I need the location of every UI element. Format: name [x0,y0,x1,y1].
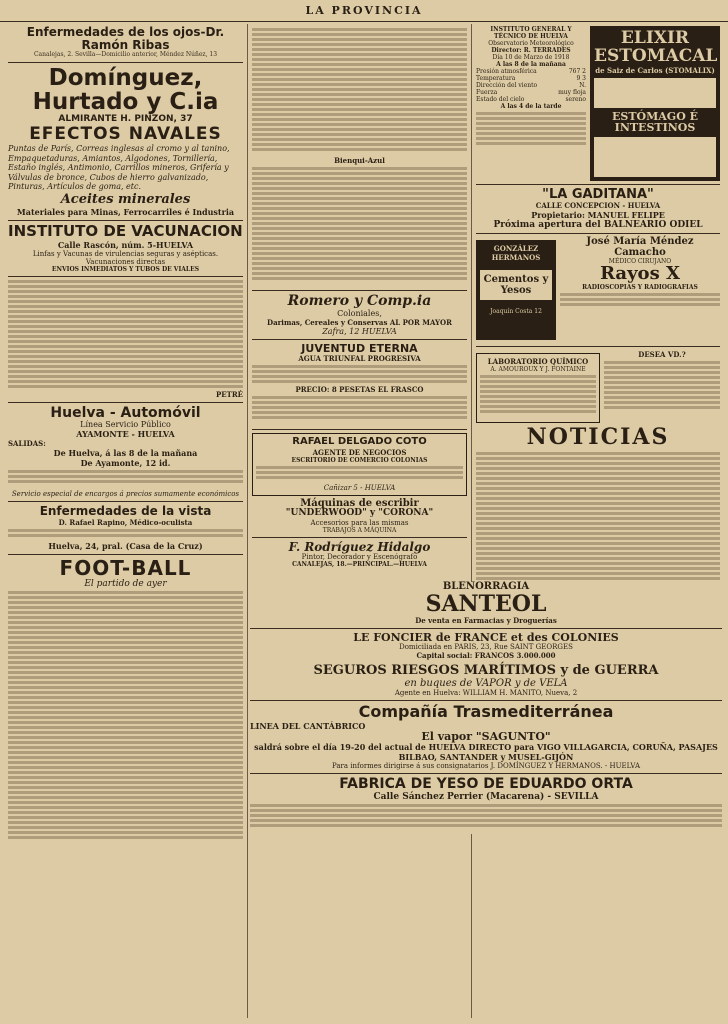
delgado-body: ESCRITORIO DE COMERCIO COLONIAS [291,456,428,464]
santeol-sub: De venta en Farmacias y Droguerías [415,615,557,625]
page-title: LA PROVINCIA [305,4,423,17]
juventud-price: PRECIO: 8 PESETAS EL FRASCO [295,385,424,395]
blenorragia-title: BLENORRAGIA [442,581,530,592]
dominguez-heading: EFECTOS NAVALES [29,123,222,144]
trasmediterranea-ship: El vapor "SAGUNTO" [421,729,551,743]
vision-address: Huelva, 24, pral. (Casa de la Cruz) [48,540,203,551]
yeso-title: FABRICA DE YESO DE EDUARDO ORTA [339,776,633,793]
weather-date: Día 10 de Marzo de 1918 [492,54,570,61]
seguros-sub: en buques de VAPOR y de VELA [404,677,568,689]
trasmediterranea-agent: Para informes dirigirse á sus consignatarios J. DOMÍNGUEZ Y HERMANOS. - HUELVA [331,762,641,771]
weather-afternoon: A las 4 de la tarde [500,103,562,110]
gaditana-owner: Propietario: MANUEL FELIPE [531,210,665,221]
delgado-sub: AGENTE DE NEGOCIOS [312,447,407,457]
trasmediterranea-title: Compañía Trasmediterránea [358,701,614,721]
eye-doctor-address: Canalejas, 2. Sevilla—Domicilio anterior, Méndez Núñez, 13 [33,51,218,59]
weather-report [476,26,586,181]
bus-title: Huelva - Automóvil [50,404,201,421]
noticias-heading: NOTICIAS [526,424,670,451]
seguros-agent: Agente en Huelva: WILLIAM H. MANITO, Nueva, 2 [394,688,578,697]
delgado-ad [252,433,467,496]
weather-row-label: Estado del cielo [476,96,525,103]
cementos-brand: GONZÁLEZ HERMANOS [491,244,541,263]
weather-row [476,89,586,96]
mendez-body: RADIOSCOPIAS Y RADIOGRAFIAS [582,284,698,292]
cementos-title: Cementos y Yesos [480,270,552,300]
weather-row-value: N. [579,82,586,89]
bus-departures: SALIDAS: [8,439,46,449]
trasmediterranea-route: saldrá sobre el día 19-20 del actual de HUELVA DIRECTO para VIGO VILLAGARCIA, CORUÑA, PASAJES BILBAO, SANTANDER y MUSEL-GIJÓN [254,742,718,763]
rodriguez-title: F. Rodríguez Hidalgo [288,539,431,554]
cementos-ad [476,240,556,340]
weather-row [476,75,586,82]
foncier-ad [250,632,722,697]
mendez-ad [560,237,720,343]
column-right [472,24,724,1018]
mendez-title: José María Méndez Camacho [586,236,694,258]
gaditana-ad [476,188,720,231]
romero-ad [252,294,467,336]
weather-row-label: Presión atmosférica [476,68,537,75]
bus-departure-1: De Huelva, á las 8 de la mañana [53,448,198,459]
typewriter-body: Accesorios para las mismas [310,518,409,527]
weather-row [476,96,586,103]
article-text-block [8,280,243,390]
typewriter-foot: TRABAJOS A MÁQUINA [322,526,397,534]
eye-doctor-title: Enfermedades de los ojos-Dr. Ramón Ribas [26,25,225,52]
vision-title: Enfermedades de la vista [39,504,212,519]
column-left [4,24,248,1018]
bottom-ads [250,582,722,834]
laboratorio-ad [476,353,600,423]
juventud-title: JUVENTUD ETERNA [301,341,418,355]
vaccination-foot: ENVIOS INMEDIATOS Y TUBOS DE VIALES [51,265,200,273]
typewriter-ad [252,499,467,534]
romero-address: Zafra, 12 HUELVA [322,326,397,336]
gaditana-address: CALLE CONCEPCION - HUELVA [535,201,661,211]
mendez-xray: Rayos X [600,263,680,285]
dominguez-address: ALMIRANTE H. PINZON, 37 [58,113,193,124]
trasmediterranea-line: LINEA DEL CANTÁBRICO [250,720,366,731]
vision-ad [8,505,243,551]
article-signature-2: Bienqui-Azul [334,156,385,165]
romero-title: Romero y Comp.ia [287,293,432,309]
weather-director: Director: R. TERRADES [491,47,571,54]
typewriter-brands: "UNDERWOOD" y "CORONA" [285,508,434,519]
delgado-address: Cañizar 5 - HUELVA [323,483,396,492]
laboratorio-title: LABORATORIO QUÍMICO [487,357,589,367]
delgado-title: RAFAEL DELGADO COTO [292,436,427,448]
weather-row-value: 9 3 [576,75,586,82]
foncier-sub: Domiciliada en PARIS, 23, Rue SAINT GEORGES [399,643,573,652]
dominguez-ad [8,66,243,217]
trasmediterranea-ad [250,701,722,771]
foncier-capital: Capital social: FRANCOS 3.000.000 [416,651,556,661]
elixir-heading: ESTÓMAGO É INTESTINOS [612,109,698,135]
football-article-text [8,591,243,851]
bus-route: AYAMONTE - HUELVA [76,429,175,440]
desea-column [604,350,720,426]
desea-title: DESEA VD.? [638,350,686,360]
weather-row-label: Fuerza [476,89,498,96]
cementos-address: Joaquín Costa 12 [490,308,542,316]
weather-row-label: Temperatura [476,75,516,82]
yeso-ad [250,777,722,834]
yeso-sub: Calle Sánchez Perrier (Macarena) - SEVILLA [373,791,599,802]
mendez-sub: MÉDICO CIRUJANO [608,258,672,266]
seguros-title: SEGUROS RIESGOS MARÍTIMOS y de GUERRA [313,663,659,679]
vaccination-title: INSTITUTO DE VACUNACION [8,221,243,240]
noticias-text [476,452,720,602]
weather-row-label: Dirección del viento [476,82,538,89]
weather-row [476,82,586,89]
juventud-ad [252,343,467,427]
column-middle [248,24,472,1018]
dominguez-title: Domínguez, Hurtado y C.ia [32,64,219,115]
weather-row-value: sereno [565,96,586,103]
eye-doctor-ad [8,26,243,59]
vaccination-body: Linfas y Vacunas de virulencias seguras y asépticas. Vacunaciones directas [32,249,219,266]
romero-sub: Coloniales, [337,308,382,318]
weather-row [476,68,586,75]
football-headline: FOOT-BALL [59,555,192,580]
weather-title: INSTITUTO GENERAL Y TÉCNICO DE HUELVA [490,26,572,40]
gaditana-foot: Próxima apertura del BALNEARIO ODIEL [493,220,703,231]
rodriguez-sub: Pintor, Decorador y Escenógrafo [301,553,418,562]
foncier-title: LE FONCIER de FRANCE et des COLONIES [353,630,619,644]
dominguez-materials: Materiales para Minas, Ferrocarriles é Industria [16,206,235,217]
laboratorio-sub: A. AMOUROUX Y J. FONTAINE [490,366,586,374]
elixir-title: ELIXIR ESTOMACAL [594,28,718,66]
romero-line: Darimas, Cereales y Conservas AL POR MAYOR [267,317,452,327]
weather-row-value: 767 2 [568,68,586,75]
article-continuation [252,28,467,156]
bus-subtitle: Línea Servicio Público [80,420,171,430]
bus-departure-2: De Ayamonte, 12 id. [80,458,171,469]
weather-morning: A las 8 de la mañana [496,61,566,68]
masthead [0,0,728,22]
dominguez-oils: Aceites minerales [60,191,191,207]
vision-doctor: D. Rafael Rapino, Médico-oculista [58,517,193,527]
bus-ad [8,406,243,499]
vaccination-address: Calle Rascón, núm. 5-HUELVA [57,239,194,250]
juventud-sub: AGUA TRIUNFAL PROGRESIVA [298,354,421,364]
rodriguez-ad [252,541,467,569]
gaditana-title: "LA GADITANA" [542,186,654,202]
dominguez-body: Puntas de París, Correas inglesas al cromo y al tanino, Empaquetaduras, Amiantos, Algodones, Tornillería, Estaño inglés, Antimonio, Carrillos mineros, Grifería y Válvulas de bronce, Cubos de hierro galvanizado, Pinturas, Artículos de goma, etc. [8,143,230,192]
rodriguez-address: CANALEJAS, 18.—PRINCIPAL.—HUELVA [292,561,427,569]
santeol-title: SANTEOL [425,590,547,617]
bus-service: Servicio especial de encargos á precios sumamente económicos [11,490,240,499]
elixir-ad [590,26,720,181]
weather-sub: Observatorio Meteorológico [488,40,574,47]
weather-row-value: muy floja [558,89,586,96]
vaccination-ad [8,221,243,273]
elixir-sub: de Saiz de Carlos (STOMALIX) [595,65,715,75]
football-subheadline: El partido de ayer [84,578,167,589]
article-signature: PETRÉ [216,389,243,399]
typewriter-title: Máquinas de escribir [300,497,419,509]
